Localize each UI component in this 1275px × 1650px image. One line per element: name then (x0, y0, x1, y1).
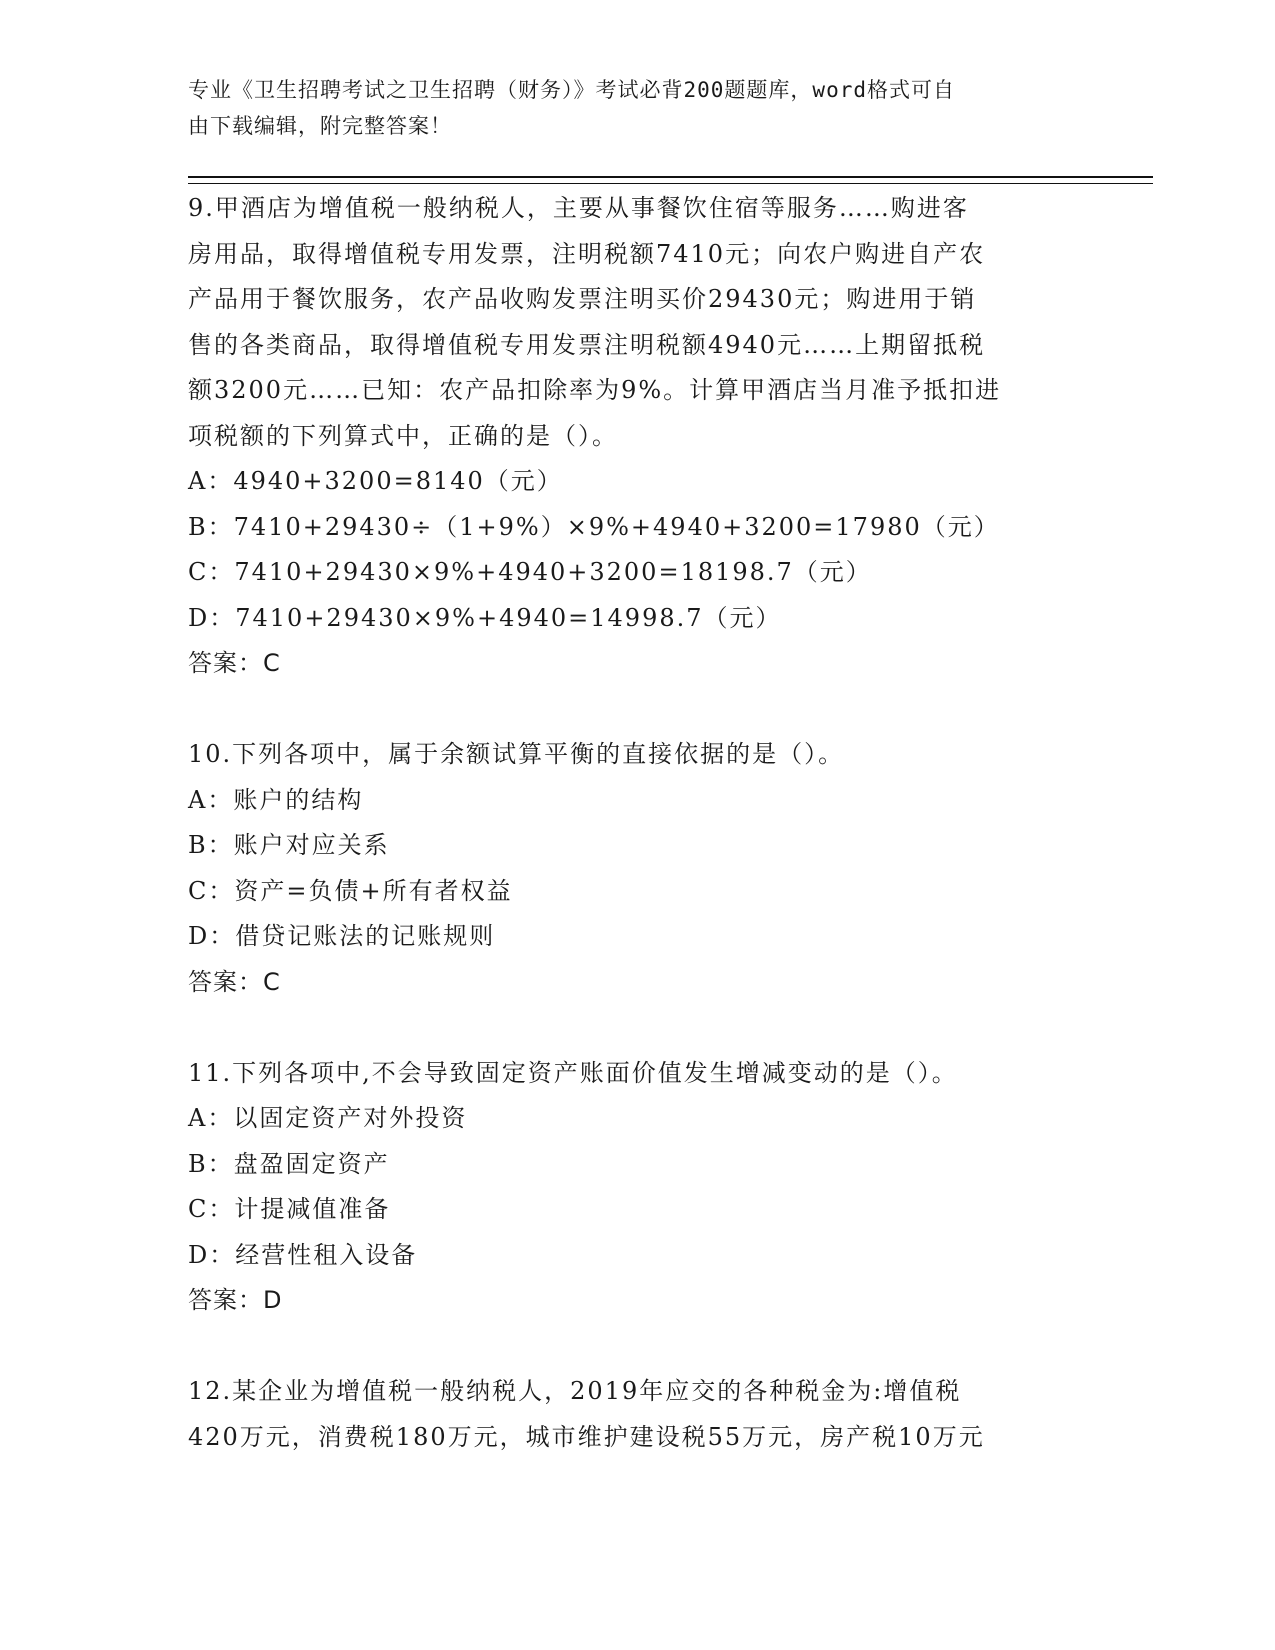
header-rule-thick (188, 176, 1153, 178)
header-line-1: 专业《卫生招聘考试之卫生招聘（财务）》考试必背200题题库，word格式可自 (188, 78, 955, 102)
question-text-line: 额3200元……已知：农产品扣除率为9%。计算甲酒店当月准予抵扣进 (188, 376, 1002, 404)
option-d: D：7410+29430×9%+4940=14998.7（元） (188, 603, 782, 632)
question-text-line: 12.某企业为增值税一般纳税人，2019年应交的各种税金为:增值税 (188, 1377, 962, 1405)
option-d: D：经营性租入设备 (188, 1240, 418, 1269)
option-a: A：账户的结构 (188, 785, 364, 814)
question-text-line: 10.下列各项中，属于余额试算平衡的直接依据的是（）。 (188, 740, 845, 768)
question-text-line: 房用品，取得增值税专用发票，注明税额7410元；向农户购进自产农 (188, 239, 986, 268)
question-text-line: 420万元，消费税180万元，城市维护建设税55万元，房产税10万元 (188, 1422, 985, 1451)
question-text-line: 项税额的下列算式中，正确的是（）。 (188, 421, 618, 450)
question-12 (188, 1369, 1088, 1460)
option-a: A：以固定资产对外投资 (188, 1104, 468, 1132)
answer-line: 答案：C (188, 649, 281, 677)
option-d: D：借贷记账法的记账规则 (188, 922, 496, 950)
option-c: C：7410+29430×9%+4940+3200=18198.7（元） (188, 558, 872, 586)
answer-line: 答案：C (188, 967, 281, 996)
question-list (188, 186, 1088, 1460)
question-text-line: 售的各类商品，取得增值税专用发票注明税额4940元……上期留抵税 (188, 330, 986, 359)
option-a: A：4940+3200=8140（元） (188, 467, 563, 495)
question-text-line: 11.下列各项中,不会导致固定资产账面价值发生增减变动的是（）。 (188, 1058, 958, 1087)
question-11 (188, 1051, 1088, 1324)
question-spacer (188, 1005, 1088, 1051)
option-c: C：资产=负债+所有者权益 (188, 876, 513, 905)
option-b: B：盘盈固定资产 (188, 1149, 390, 1178)
question-text-line: 产品用于餐饮服务，农产品收购发票注明买价29430元；购进用于销 (188, 285, 977, 313)
header-line-2: 由下载编辑，附完整答案！ (188, 114, 452, 138)
document-header (188, 72, 1068, 144)
question-spacer (188, 1324, 1088, 1370)
option-c: C：计提减值准备 (188, 1195, 391, 1223)
option-b: B：7410+29430÷（1+9%）×9%+4940+3200=17980（元） (188, 512, 1000, 541)
question-text-line: 9.甲酒店为增值税一般纳税人，主要从事餐饮住宿等服务……购进客 (188, 194, 969, 222)
answer-line: 答案：D (188, 1286, 283, 1314)
question-9 (188, 186, 1088, 687)
header-rule-thin (188, 183, 1153, 184)
question-spacer (188, 687, 1088, 733)
option-b: B：账户对应关系 (188, 831, 390, 859)
question-10 (188, 732, 1088, 1005)
